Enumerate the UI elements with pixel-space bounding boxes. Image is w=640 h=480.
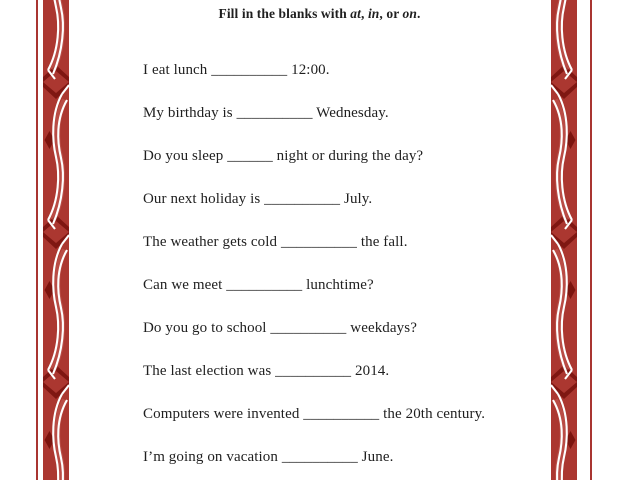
worksheet-title: Fill in the blanks with at, in, or on. xyxy=(218,6,421,21)
worksheet-sentence: The last election was __________ 2014. xyxy=(143,363,390,379)
left-border-rule xyxy=(36,0,38,480)
worksheet-sentence: The weather gets cold __________ the fall. xyxy=(143,234,408,250)
right-border-rule xyxy=(590,0,592,480)
worksheet-sentence: I eat lunch __________ 12:00. xyxy=(143,62,330,78)
title-text: Fill in the blanks with xyxy=(218,6,351,21)
title-word-in: in xyxy=(367,6,380,21)
title-word-on: on xyxy=(402,6,418,21)
worksheet-sentence: Our next holiday is __________ July. xyxy=(143,191,373,207)
sentence-list xyxy=(143,62,580,480)
worksheet-sentence: Can we meet __________ lunchtime? xyxy=(143,277,374,293)
worksheet-sentence: I’m going on vacation __________ June. xyxy=(143,449,394,465)
worksheet-sentence: Do you go to school __________ weekdays? xyxy=(143,320,417,336)
worksheet-sentence: Computers were invented __________ the 20th century. xyxy=(143,406,486,422)
worksheet-sentence: My birthday is __________ Wednesday. xyxy=(143,105,389,121)
title-word-at: at xyxy=(350,6,361,21)
left-ornament-band-icon xyxy=(43,0,69,480)
worksheet-sentence: Do you sleep ______ night or during the day? xyxy=(143,148,424,164)
